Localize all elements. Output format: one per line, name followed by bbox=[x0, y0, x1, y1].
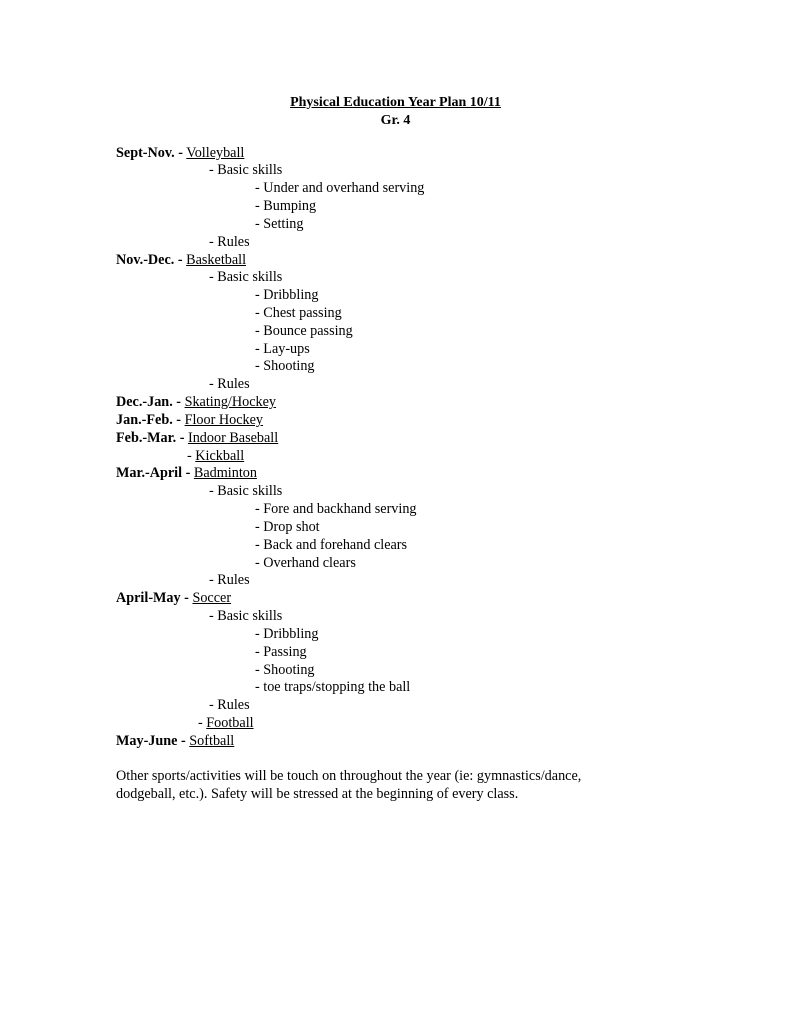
list-item: - Passing bbox=[255, 644, 307, 660]
unit-period: Feb.-Mar. - bbox=[116, 430, 185, 446]
unit-sport: Indoor Baseball bbox=[187, 430, 279, 446]
list-item: - Dribbling bbox=[255, 287, 319, 303]
unit-sept-nov bbox=[116, 145, 244, 162]
closing-paragraph bbox=[116, 767, 716, 803]
list-item: - Bounce passing bbox=[255, 323, 353, 339]
list-item: - Overhand clears bbox=[255, 555, 356, 571]
unit-sport: Badminton bbox=[193, 465, 257, 481]
unit-period: Jan.-Feb. - bbox=[116, 412, 182, 428]
list-item: - Fore and backhand serving bbox=[255, 501, 417, 517]
document-title: Physical Education Year Plan 10/11 bbox=[290, 95, 501, 110]
list-item: - Bumping bbox=[255, 198, 317, 214]
unit-sport: Volleyball bbox=[186, 145, 245, 161]
list-item: - toe traps/stopping the ball bbox=[255, 679, 411, 695]
unit-nov-dec bbox=[116, 252, 246, 269]
unit-april-may bbox=[116, 590, 231, 607]
list-item: - Rules bbox=[209, 697, 250, 713]
unit-may-june bbox=[116, 733, 234, 750]
unit-sport: Football bbox=[206, 715, 254, 731]
unit-period: April-May - bbox=[116, 590, 189, 606]
unit-dash: - bbox=[198, 715, 203, 731]
unit-kickball bbox=[187, 448, 244, 465]
list-item: - Basic skills bbox=[209, 269, 283, 285]
list-item: - Back and forehand clears bbox=[255, 537, 408, 553]
grade-heading: Gr. 4 bbox=[380, 113, 411, 128]
list-item: - Basic skills bbox=[209, 608, 283, 624]
unit-jan-feb bbox=[116, 412, 263, 429]
unit-sport: Soccer bbox=[192, 590, 232, 606]
list-item: - Setting bbox=[255, 216, 304, 232]
list-item: - Rules bbox=[209, 572, 250, 588]
list-item: - Rules bbox=[209, 234, 250, 250]
list-item: - Drop shot bbox=[255, 519, 320, 535]
list-item: - Shooting bbox=[255, 358, 315, 374]
list-item: - Basic skills bbox=[209, 483, 283, 499]
list-item: - Lay-ups bbox=[255, 341, 310, 357]
unit-football bbox=[198, 715, 254, 732]
unit-period: May-June - bbox=[116, 733, 186, 749]
closing-line: Other sports/activities will be touch on throughout the year (ie: gymnastics/dance, bbox=[116, 768, 582, 784]
closing-line: dodgeball, etc.). Safety will be stressed at the beginning of every class. bbox=[116, 786, 519, 802]
list-item: - Under and overhand serving bbox=[255, 180, 425, 196]
unit-period: Dec.-Jan. - bbox=[116, 394, 182, 410]
unit-sport: Floor Hockey bbox=[184, 412, 263, 428]
unit-mar-april bbox=[116, 465, 257, 482]
list-item: - Chest passing bbox=[255, 305, 342, 321]
unit-dash: - bbox=[187, 448, 192, 464]
unit-feb-mar bbox=[116, 430, 278, 447]
unit-sport: Skating/Hockey bbox=[184, 394, 276, 410]
list-item: - Dribbling bbox=[255, 626, 319, 642]
unit-sport: Kickball bbox=[195, 448, 245, 464]
unit-dec-jan bbox=[116, 394, 276, 411]
unit-period: Mar.-April - bbox=[116, 465, 191, 481]
list-item: - Basic skills bbox=[209, 162, 283, 178]
list-item: - Rules bbox=[209, 376, 250, 392]
unit-period: Nov.-Dec. - bbox=[116, 252, 183, 268]
list-item: - Shooting bbox=[255, 662, 315, 678]
unit-period: Sept-Nov. - bbox=[116, 145, 183, 161]
unit-sport: Basketball bbox=[186, 252, 247, 268]
unit-sport: Softball bbox=[189, 733, 235, 749]
